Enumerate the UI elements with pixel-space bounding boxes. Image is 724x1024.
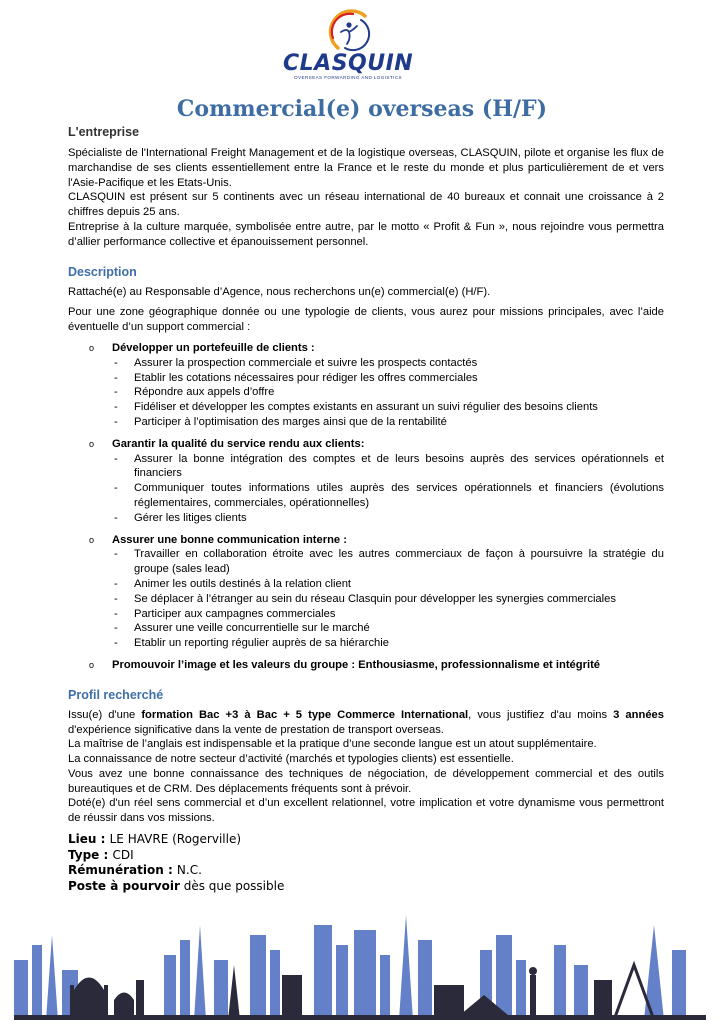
dash-bullet-icon: -	[114, 452, 118, 465]
mission-title: Assurer une bonne communication interne :	[112, 533, 347, 546]
mission-items	[112, 356, 664, 430]
dash-bullet-icon: -	[114, 637, 118, 650]
mission-block	[68, 341, 664, 430]
mission-block	[68, 658, 664, 673]
detail-type: Type : CDI	[68, 847, 134, 862]
profil-paragraph: Doté(e) d'un réel sens commercial et d’un excellent relationnel, votre implication et votre dynamisme vous permettront de réussir dans vos missions.	[68, 797, 664, 825]
section-heading-profil: Profil recherché	[68, 687, 164, 702]
description-intro: Rattaché(e) au Responsable d’Agence, nous recherchons un(e) commercial(e) (H/F).	[68, 285, 491, 298]
detail-remuneration: Rémunération : N.C.	[68, 863, 202, 878]
mission-item: - Assurer la prospection commerciale et suivre les prospects contactés	[114, 356, 478, 369]
entreprise-paragraph: Entreprise à la culture marquée, symbolisée entre autre, par le motto « Profit & Fun », nous rejoindre vous permettra d’allier performance collective et épanouissement personnel.	[68, 220, 664, 248]
logo-tagline: OVERSEAS FORWARDING AND LOGISTICS	[294, 75, 402, 80]
dash-bullet-icon: -	[114, 622, 118, 635]
dash-bullet-icon: -	[114, 592, 118, 605]
mission-title: Promouvoir l’image et les valeurs du groupe : Enthousiasme, professionnalisme et intégrité	[112, 658, 601, 671]
mission-items	[112, 452, 664, 526]
mission-item: - Communiquer toutes informations utiles auprès des services opérationnels et financiers (évolutions réglementaires, commerciales, opérationnelles)	[114, 482, 664, 509]
circle-bullet-icon: o	[89, 342, 95, 353]
dash-bullet-icon: -	[114, 371, 118, 384]
page-title: Commercial(e) overseas (H/F)	[176, 96, 548, 122]
mission-item: - Répondre aux appels d’offre	[114, 386, 275, 399]
mission-item: - Animer les outils destinés à la relation client	[114, 577, 352, 590]
mission-item: - Participer à l’optimisation des marges ainsi que de la rentabilité	[114, 415, 447, 428]
job-details	[68, 832, 664, 894]
entreprise-paragraph: CLASQUIN est présent sur 5 continents avec un réseau international de 40 bureaux et connait une croissance à 2 chiffres depuis 25 ans.	[68, 191, 664, 219]
profil-paragraph: La maîtrise de l’anglais est indispensable et la pratique d’une seconde langue est un atout supplémentaire.	[68, 738, 597, 751]
mission-item: - Assurer une veille concurrentielle sur le marché	[114, 622, 370, 635]
mission-item: - Etablir un reporting régulier auprès de sa hiérarchie	[114, 637, 389, 650]
dash-bullet-icon: -	[114, 386, 118, 399]
dash-bullet-icon: -	[114, 401, 118, 414]
mission-item: - Travailler en collaboration étroite avec les autres commerciaux de façon à poursuivre la stratégie du groupe (sales lead)	[114, 548, 664, 576]
mission-item: - Participer aux campagnes commerciales	[114, 607, 336, 620]
dash-bullet-icon: -	[114, 482, 118, 495]
circle-bullet-icon: o	[89, 659, 95, 670]
mission-block	[68, 437, 664, 526]
profil-paragraph: Issu(e) d'une formation Bac +3 à Bac + 5 type Commerce International, vous justifiez d'au moins 3 années d'expérience significative dans la vente de prestation de transport overseas.	[68, 708, 664, 736]
circle-bullet-icon: o	[89, 534, 95, 545]
logo-wordmark: CLASQUIN	[283, 51, 414, 76]
circle-bullet-icon: o	[89, 438, 95, 449]
mission-item: - Assurer la bonne intégration des comptes et de leurs besoins auprès des services opérationnels et financiers	[114, 452, 664, 480]
mission-item: - Se déplacer à l’étranger au sein du réseau Clasquin pour développer les synergies commerciales	[114, 592, 616, 605]
mission-item: - Etablir les cotations nécessaires pour rédiger les offres commerciales	[114, 371, 478, 384]
entreprise-paragraph: Spécialiste de l'International Freight Management et de la logistique overseas, CLASQUIN, pilote et organise les flux de marchandise de ses clients essentiellement entre la France et le reste du monde et plus particulièrement de et vers l'Asie-Pacifique et les Etats-Unis.	[68, 147, 664, 189]
section-heading-description: Description	[68, 264, 137, 279]
clasquin-logo	[283, 8, 413, 86]
detail-poste: Poste à pourvoir dès que possible	[68, 878, 285, 893]
dash-bullet-icon: -	[114, 415, 118, 428]
dash-bullet-icon: -	[114, 607, 118, 620]
profil-text	[68, 708, 664, 826]
dash-bullet-icon: -	[114, 511, 118, 524]
dash-bullet-icon: -	[114, 577, 118, 590]
mission-item: - Fidéliser et développer les comptes existants en assurant un suivi régulier des besoins clients	[114, 401, 598, 414]
profil-paragraph: Vous avez une bonne connaissance des techniques de négociation, de développement commercial et des outils bureautiques et de CRM. Des déplacements fréquents sont à prévoir.	[68, 767, 664, 795]
profil-paragraph: La connaissance de notre secteur d’activité (marchés et typologies clients) est essentielle.	[68, 753, 514, 766]
missions-list	[68, 341, 664, 673]
clasquin-logo-icon	[283, 8, 413, 56]
mission-block	[68, 533, 664, 651]
description-missions-intro: Pour une zone géographique donnée ou une typologie de clients, vous aurez pour missions principales, avec l’aide éventuelle d’un support commercial :	[68, 306, 664, 334]
mission-items	[112, 547, 664, 651]
detail-lieu: Lieu : LE HAVRE (Rogerville)	[68, 832, 242, 847]
mission-title: Développer un portefeuille de clients :	[112, 341, 315, 354]
entreprise-text	[68, 146, 664, 250]
dash-bullet-icon: -	[114, 356, 118, 369]
city-skyline-illustration	[14, 905, 706, 1020]
job-content	[68, 124, 664, 894]
dash-bullet-icon: -	[114, 548, 118, 561]
section-heading-entreprise: L'entreprise	[68, 125, 140, 139]
mission-title: Garantir la qualité du service rendu aux clients:	[112, 437, 365, 450]
mission-item: - Gérer les litiges clients	[114, 511, 247, 524]
